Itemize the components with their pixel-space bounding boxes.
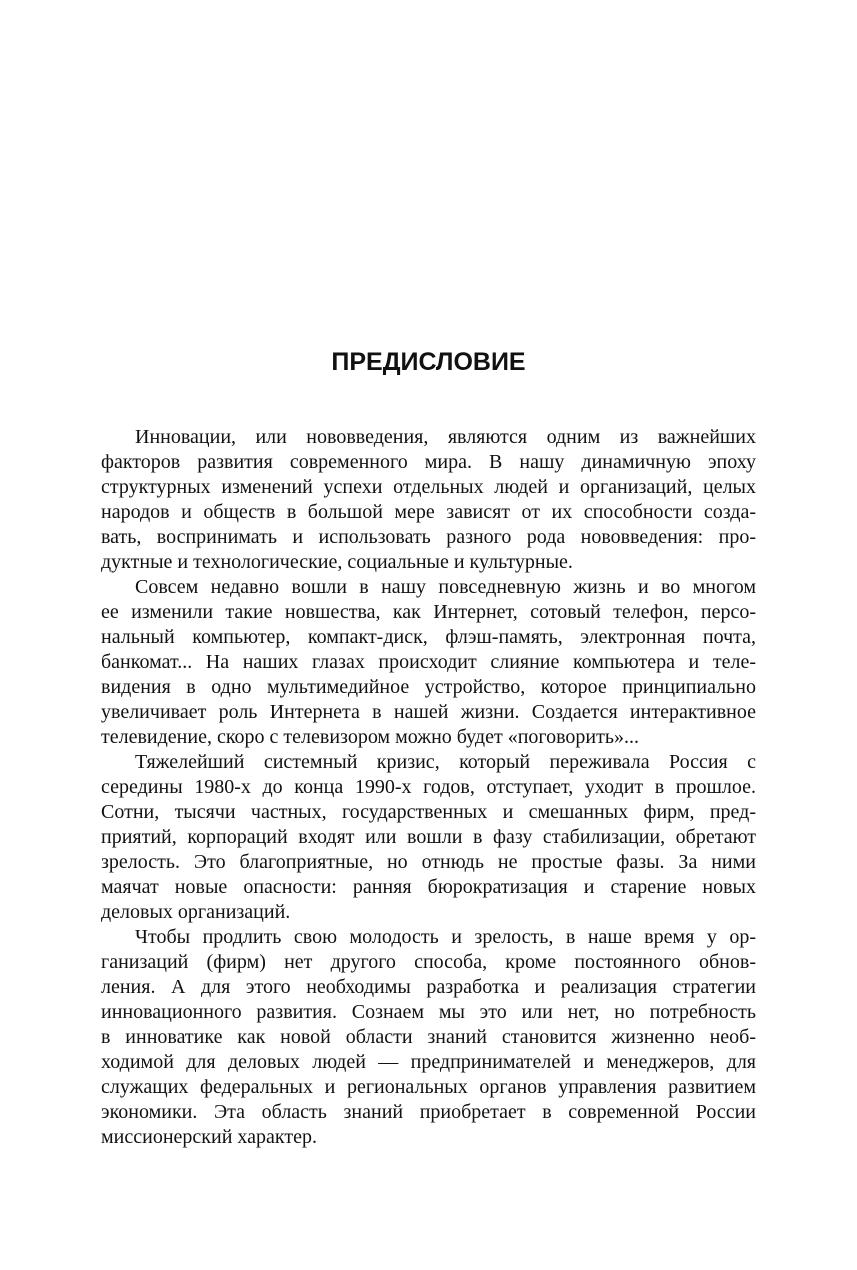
text-line: структурных изменений успехи отдельных людей и организаций, целых <box>101 476 756 498</box>
text-line: увеличивает роль Интернета в нашей жизни. Создается интерактивное <box>101 701 756 723</box>
text-line: народов и обществ в большой мере зависят от их способности созда- <box>101 501 756 523</box>
text-line: зрелость. Это благоприятные, но отнюдь не простые фазы. За ними <box>101 851 756 873</box>
paragraph <box>101 425 756 575</box>
body-text <box>101 425 756 1150</box>
text-line: ления. А для этого необходимы разработка и реализация стратегии <box>101 976 756 998</box>
text-line: маячат новые опасности: ранняя бюрократизация и старение новых <box>101 876 756 898</box>
text-line: ганизаций (фирм) нет другого способа, кроме постоянного обнов- <box>101 951 756 973</box>
text-line: миссионерский характер. <box>101 1126 317 1148</box>
text-line: середины 1980-х до конца 1990-х годов, отступает, уходит в прошлое. <box>101 776 756 798</box>
text-line: банкомат... На наших глазах происходит слияние компьютера и теле- <box>101 651 756 673</box>
text-line: ее изменили такие новшества, как Интернет, сотовый телефон, персо- <box>101 601 756 623</box>
paragraph <box>101 750 756 925</box>
text-line: Сотни, тысячи частных, государственных и смешанных фирм, пред- <box>101 801 756 823</box>
text-line: дуктные и технологические, социальные и культурные. <box>101 551 573 573</box>
text-line: приятий, корпораций входят или вошли в фазу стабилизации, обретают <box>101 826 756 848</box>
text-line: служащих федеральных и региональных органов управления развитием <box>101 1076 756 1098</box>
text-line: вать, воспринимать и использовать разного рода нововведения: про- <box>101 526 756 548</box>
text-line: видения в одно мультимедийное устройство, которое принципиально <box>101 676 756 698</box>
text-line: нальный компьютер, компакт-диск, флэш-память, электронная почта, <box>101 626 756 648</box>
text-line: факторов развития современного мира. В нашу динамичную эпоху <box>101 451 756 473</box>
text-line: Совсем недавно вошли в нашу повседневную жизнь и во многом <box>135 576 756 598</box>
text-line: телевидение, скоро с телевизором можно будет «поговорить»... <box>101 726 639 748</box>
text-line: Инновации, или нововведения, являются одним из важнейших <box>135 426 756 448</box>
text-line: деловых организаций. <box>101 901 291 923</box>
text-line: Тяжелейший системный кризис, который переживала Россия с <box>135 751 756 773</box>
text-line: Чтобы продлить свою молодость и зрелость, в наше время у ор- <box>135 926 756 948</box>
text-line: инновационного развития. Сознаем мы это или нет, но потребность <box>101 1001 756 1023</box>
text-line: экономики. Эта область знаний приобретает в современной России <box>101 1101 756 1123</box>
text-line: в инноватике как новой области знаний становится жизненно необ- <box>101 1026 756 1048</box>
page-title: ПРЕДИСЛОВИЕ <box>331 348 526 376</box>
text-line: ходимой для деловых людей — предпринимателей и менеджеров, для <box>101 1051 756 1073</box>
paragraph <box>101 575 756 750</box>
paragraph <box>101 925 756 1150</box>
